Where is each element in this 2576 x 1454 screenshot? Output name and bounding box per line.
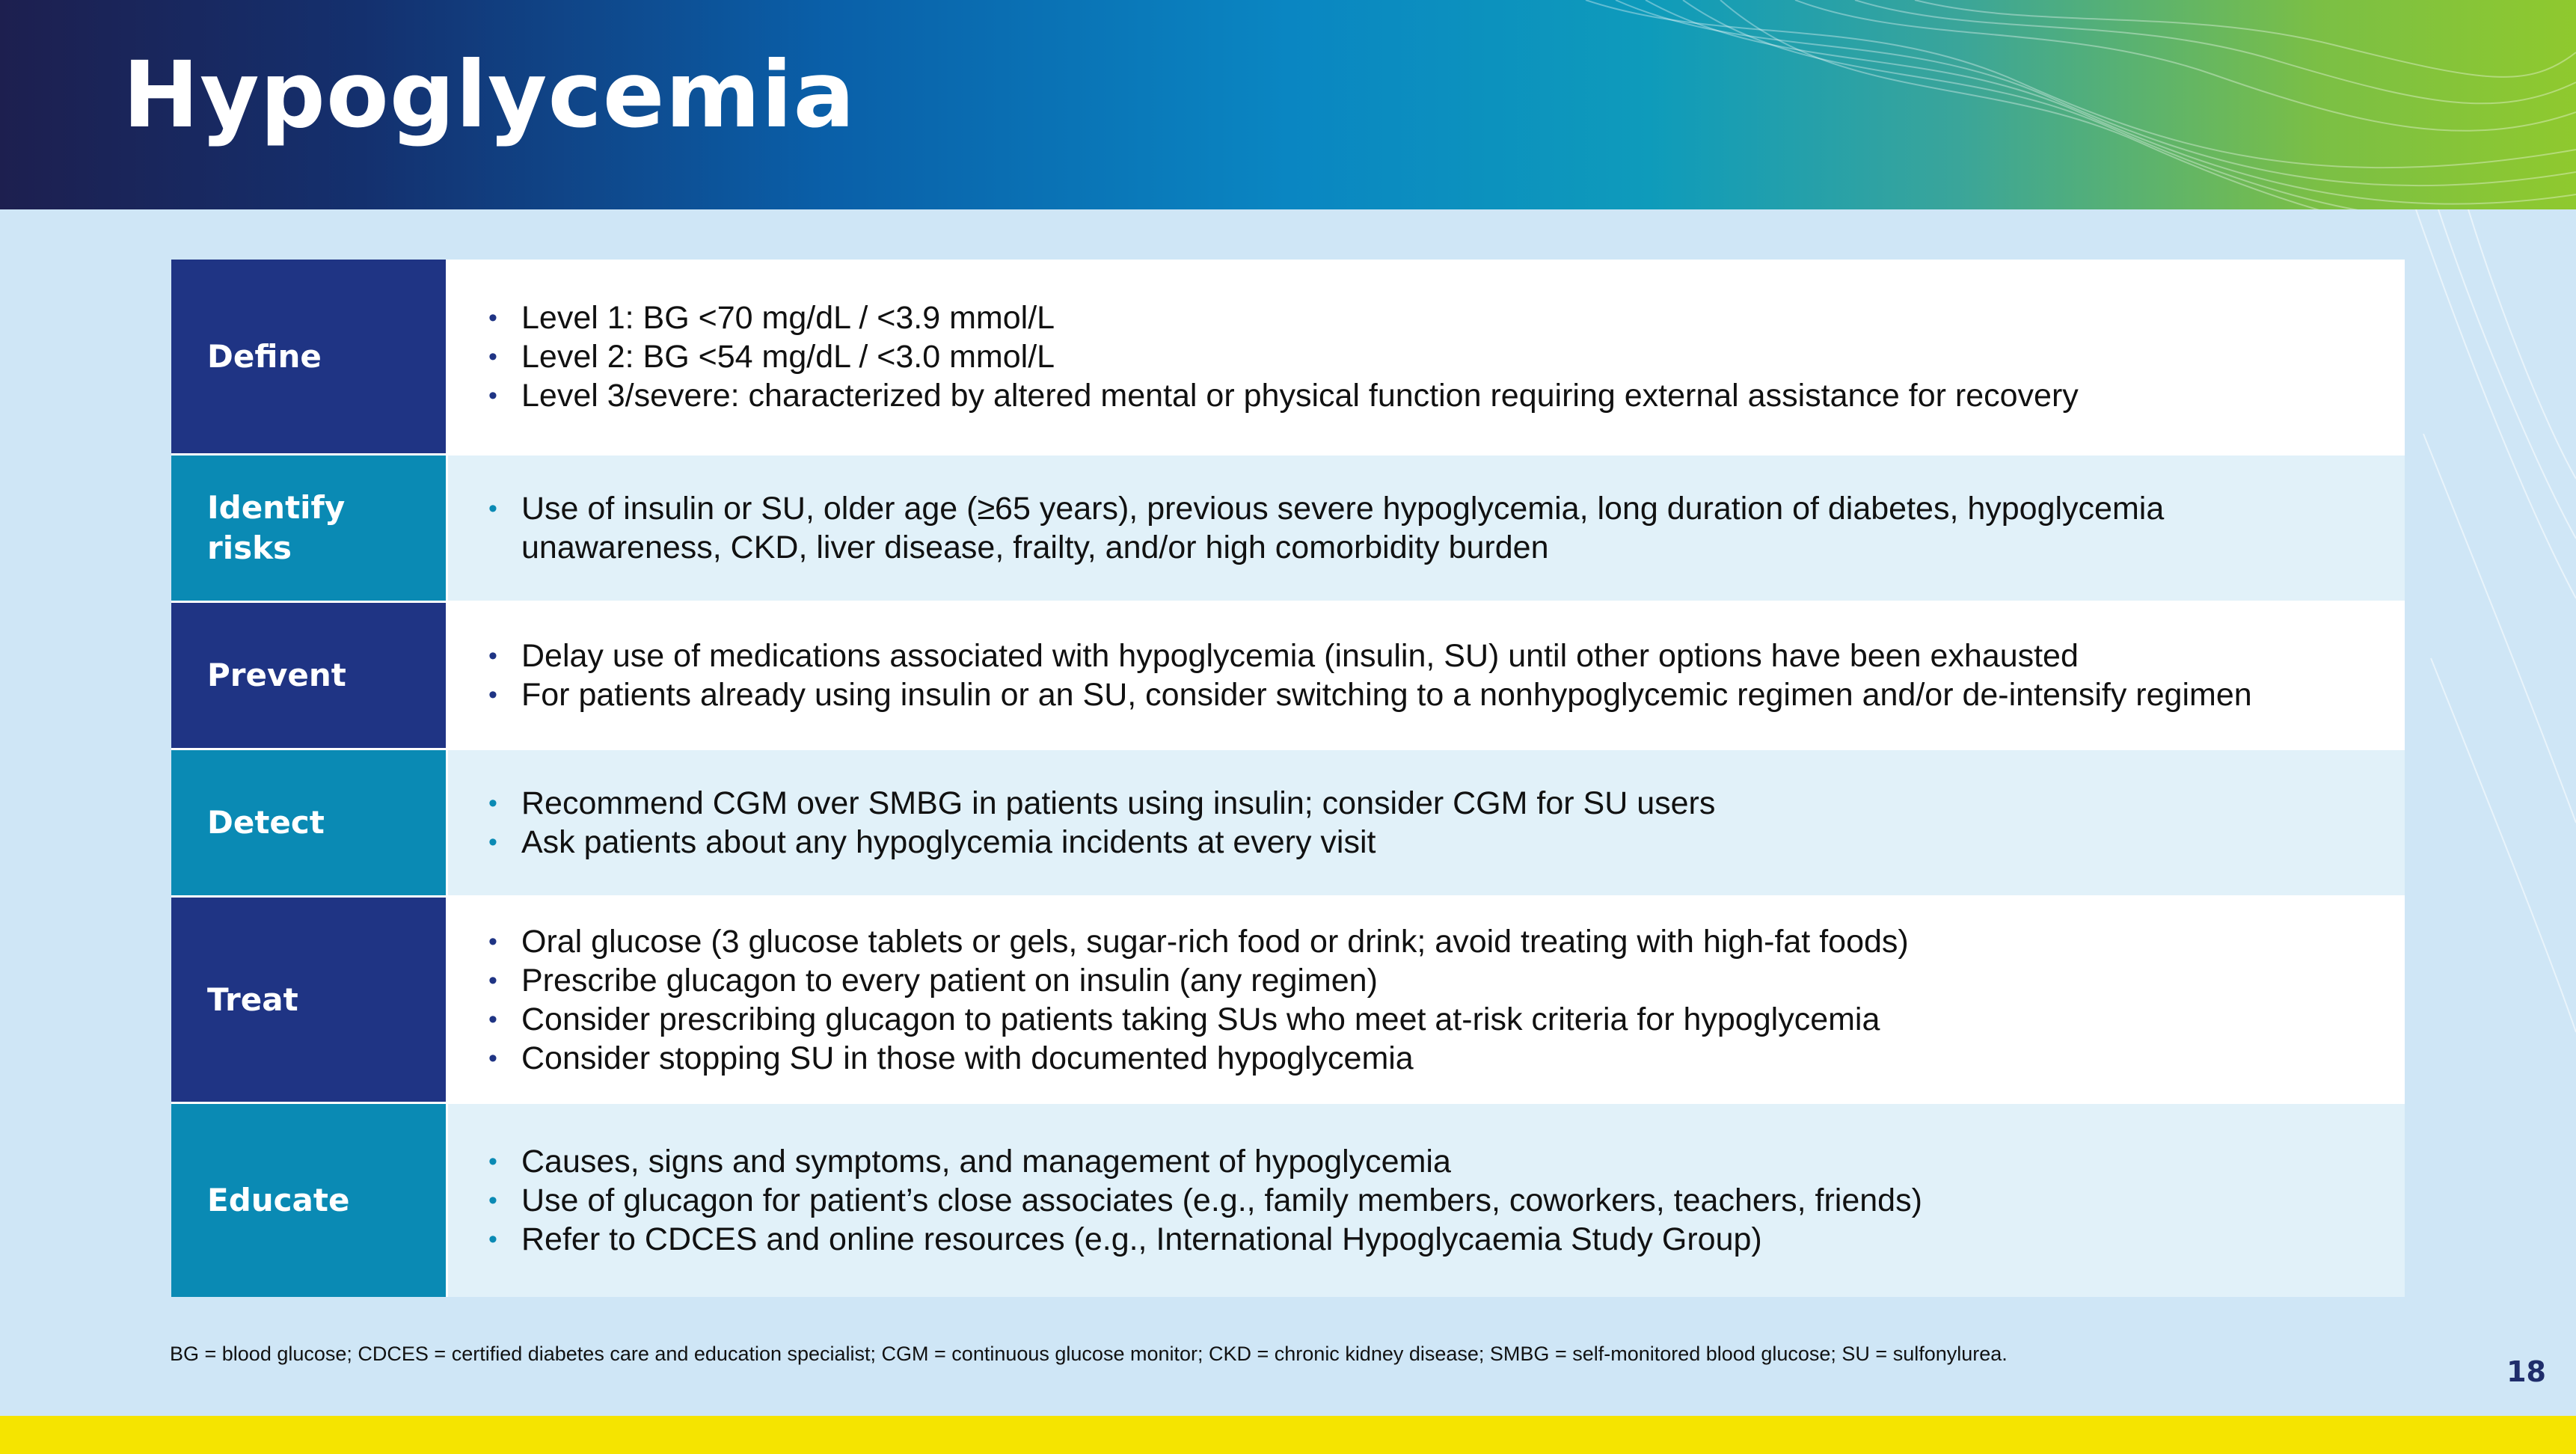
list-item [484,675,2405,714]
page-number: 18 [2506,1355,2546,1388]
row-content [448,603,2405,748]
row-label: Identify risks [171,455,448,601]
bullet-list [484,489,2405,567]
table-row-prevent [171,603,2405,750]
table-row-treat [171,898,2405,1104]
row-label: Define [171,260,448,453]
table-row-identify-risks [171,455,2405,603]
list-item-text: Consider prescribing glucagon to patients taking SUs who meet at-risk criteria for hypoglycemia [521,1001,1880,1037]
bullet-list [484,636,2405,714]
bullet-icon: • [488,966,497,995]
list-item [484,1039,2405,1078]
list-item-text: Oral glucose (3 glucose tablets or gels, sugar-rich food or drink; avoid treating with high-fat foods) [521,923,1909,960]
bullet-icon: • [488,342,497,371]
list-item-text: Level 2: BG <54 mg/dL / <3.0 mmol/L [521,338,1055,375]
list-item [484,823,2405,862]
bullet-icon: • [488,642,497,670]
row-label: Prevent [171,603,448,748]
bullet-icon: • [488,1043,497,1073]
row-content [448,898,2405,1102]
bullet-list [484,784,2405,862]
list-item-text: Recommend CGM over SMBG in patients using insulin; consider CGM for SU users [521,785,1716,821]
list-item [484,337,2405,376]
list-item [484,961,2405,1000]
row-label: Detect [171,750,448,895]
bullet-list [484,298,2405,415]
bullet-icon: • [488,828,497,856]
list-item-text: Delay use of medications associated with hypoglycemia (insulin, SU) until other options have been exhausted [521,638,2079,674]
list-item [484,1181,2405,1220]
row-content [448,455,2405,601]
footnote-abbreviations: BG = blood glucose; CDCES = certified diabetes care and education specialist; CGM = continuous glucose monitor; CKD = chronic kidney disease; SMBG = self-monitored blood glucose; SU = sulfonylurea. [170,1343,2008,1365]
list-item [484,922,2405,961]
row-label: Treat [171,898,448,1102]
list-item [484,489,2255,567]
bullet-icon: • [488,681,497,709]
table-row-define [171,260,2405,455]
bullet-icon: • [488,1186,497,1215]
bullet-list [484,922,2405,1078]
list-item [484,1000,2405,1039]
list-item-text: Causes, signs and symptoms, and management of hypoglycemia [521,1144,1451,1180]
bullet-icon: • [488,1225,497,1254]
page-title: Hypoglycemia [123,42,856,148]
bullet-icon: • [488,494,497,523]
list-item-text: Use of glucagon for patient’s close associates (e.g., family members, coworkers, teachers, friends) [521,1182,1922,1218]
bullet-list [484,1142,2405,1259]
bullet-icon: • [488,381,497,410]
list-item-text: For patients already using insulin or an SU, consider switching to a nonhypoglycemic regimen and/or de-intensify regimen [521,677,2252,713]
list-item-text: Use of insulin or SU, older age (≥65 years), previous severe hypoglycemia, long duration of diabetes, hypoglycemia unawareness, CKD, liver disease, frailty, and/or high comorbidity burden [521,491,2165,565]
list-item [484,1142,2405,1181]
list-item [484,784,2405,823]
footer-yellow-bar [0,1416,2576,1454]
list-item-text: Ask patients about any hypoglycemia incidents at every visit [521,824,1376,860]
bullet-icon: • [488,789,497,818]
list-item [484,298,2405,337]
list-item-text: Level 3/severe: characterized by altered mental or physical function requiring external assistance for recovery [521,377,2079,414]
table-row-detect [171,750,2405,898]
row-content [448,750,2405,895]
bullet-icon: • [488,1147,497,1176]
list-item-text: Level 1: BG <70 mg/dL / <3.9 mmol/L [521,299,1055,336]
row-content [448,1104,2405,1297]
list-item-text: Consider stopping SU in those with documented hypoglycemia [521,1040,1414,1076]
list-item [484,376,2405,415]
hypoglycemia-table [171,260,2405,1297]
table-row-educate [171,1104,2405,1297]
row-content [448,260,2405,453]
bullet-icon: • [488,1004,497,1034]
list-item [484,636,2405,675]
list-item-text: Refer to CDCES and online resources (e.g., International Hypoglycaemia Study Group) [521,1221,1762,1257]
list-item [484,1220,2405,1259]
list-item-text: Prescribe glucagon to every patient on insulin (any regimen) [521,962,1378,999]
bullet-icon: • [488,303,497,332]
bullet-icon: • [488,927,497,956]
header-banner [0,0,2576,209]
row-label: Educate [171,1104,448,1297]
